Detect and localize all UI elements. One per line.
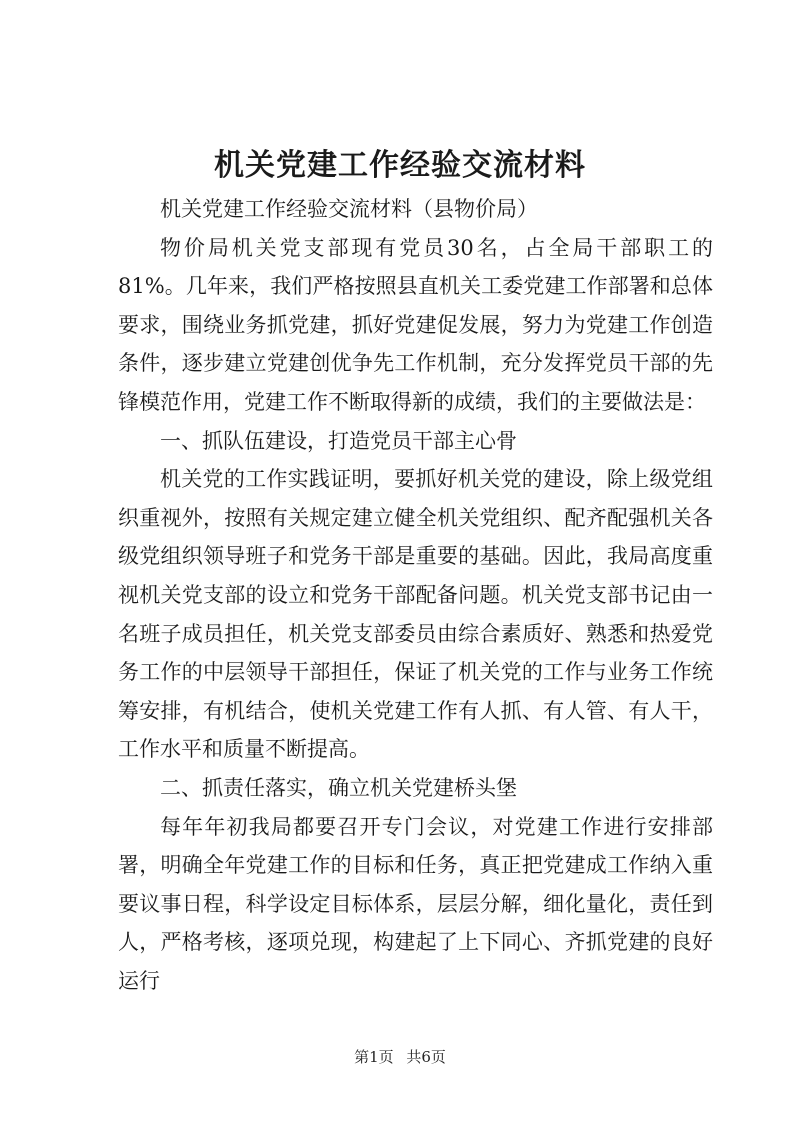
section-heading-2: 二、抓责任落实，确立机关党建桥头堡: [160, 775, 517, 800]
section-heading-1: 一、抓队伍建设，打造党员干部主心骨: [160, 428, 517, 453]
page-footer: [0, 1046, 800, 1067]
page-title: 机关党建工作经验交流材料: [214, 148, 586, 183]
intro-paragraph: 物价局机关党支部现有党员30名，占全局干部职工的81%。几年来，我们严格按照县直机关工委党建工作部署和总体要求，围绕业务抓党建，抓好党建促发展，努力为党建工作创造条件，逐步建立党建创优争先工作机制，充分发挥党员干部的先锋模范作用，党建工作不断取得新的成绩，我们的主要做法是：: [118, 235, 713, 414]
page-total: 共6页: [406, 1048, 446, 1066]
section-1-paragraph: 机关党的工作实践证明，要抓好机关党的建设，除上级党组织重视外，按照有关规定建立健全机关党组织、配齐配强机关各级党组织领导班子和党务干部是重要的基础。因此，我局高度重视机关党支部的设立和党务干部配备问题。机关党支部书记由一名班子成员担任，机关党支部委员由综合素质好、熟悉和热爱党务工作的中层领导干部担任，保证了机关党的工作与业务工作统筹安排，有机结合，使机关党建工作有人抓、有人管、有人干，工作水平和质量不断提高。: [118, 467, 713, 762]
document-body: [118, 190, 713, 1000]
subtitle-paragraph: 机关党建工作经验交流材料（县物价局）: [160, 197, 538, 221]
section-2-paragraph: 每年年初我局都要召开专门会议，对党建工作进行安排部署，明确全年党建工作的目标和任务，真正把党建成工作纳入重要议事日程，科学设定目标体系，层层分解，细化量化，责任到人，严格考核，逐项兑现，构建起了上下同心、齐抓党建的良好运行: [118, 814, 713, 993]
page-number: 第1页: [354, 1048, 394, 1066]
